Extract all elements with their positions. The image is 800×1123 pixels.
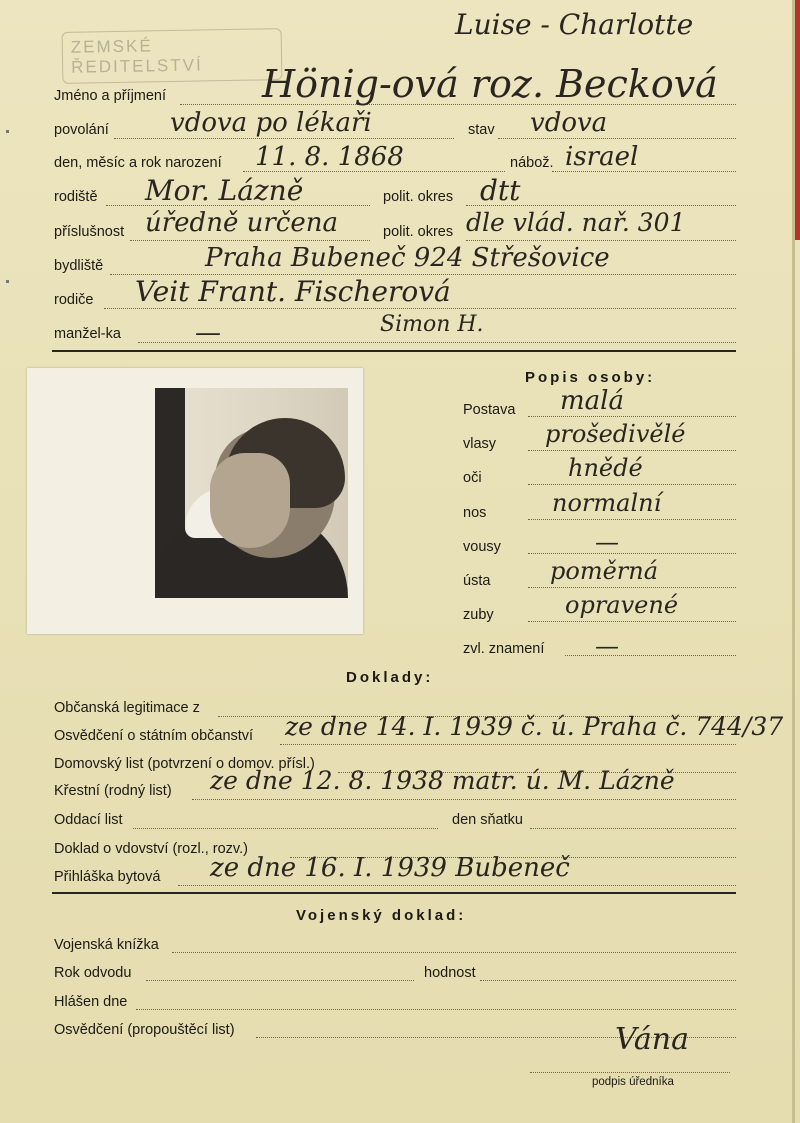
field-value-religion: israel xyxy=(565,142,639,172)
desc-label-beard: vousy xyxy=(463,539,501,555)
field-value-district: dtt xyxy=(480,174,521,207)
field-value-spouse: — xyxy=(195,318,221,348)
field-line xyxy=(146,980,414,981)
doc-value-citizenship: ze dne 14. I. 1939 č. ú. Praha č. 744/37 xyxy=(285,712,784,741)
field-value-residence: Praha Bubeneč 924 Střešovice xyxy=(205,243,610,273)
field-value-birthdate: 11. 8. 1868 xyxy=(255,142,404,172)
doc-value-residence-registration: ze dne 16. I. 1939 Bubeneč xyxy=(210,853,570,883)
description-heading: Popis osoby: xyxy=(525,369,656,386)
field-value-citizenship: úředně určena xyxy=(145,208,338,238)
field-label-name: Jméno a příjmení xyxy=(54,88,167,104)
mil-label-reported: Hlášen dne xyxy=(54,994,128,1010)
field-line xyxy=(133,828,438,829)
mil-label-discharge: Osvědčení (propouštěcí list) xyxy=(54,1022,235,1038)
doc-label-birth-certificate: Křestní (rodný list) xyxy=(54,783,172,799)
desc-value-nose: normalní xyxy=(552,489,662,517)
official-signature: Vána xyxy=(615,1022,690,1057)
desc-value-hair: prošedivělé xyxy=(545,420,686,448)
field-line xyxy=(528,587,736,588)
field-line xyxy=(528,519,736,520)
field-line xyxy=(528,484,736,485)
field-value-parents: Veit Frant. Fischerová xyxy=(135,275,451,308)
doc-label-residence-registration: Přihláška bytová xyxy=(54,869,161,885)
field-line xyxy=(466,240,736,241)
red-edge-strip xyxy=(795,0,800,240)
field-value-status: vdova xyxy=(530,108,608,138)
mil-label-book: Vojenská knížka xyxy=(54,937,159,953)
desc-label-marks: zvl. znamení xyxy=(463,641,545,657)
signature-line xyxy=(530,1072,730,1073)
field-label-citizenship: příslušnost xyxy=(54,224,125,240)
desc-value-teeth: opravené xyxy=(565,591,679,619)
desc-label-teeth: zuby xyxy=(463,607,494,623)
military-heading: Vojenský doklad: xyxy=(296,907,467,924)
field-line xyxy=(136,1009,736,1010)
doc-label-wedding-date: den sňatku xyxy=(452,812,523,828)
field-value-birthplace: Mor. Lázně xyxy=(145,174,304,207)
office-stamp: ZEMSKÉ ŘEDITELSTVÍ xyxy=(62,28,283,84)
field-line xyxy=(528,621,736,622)
photo-face xyxy=(210,453,290,548)
top-handwritten-name: Luise - Charlotte xyxy=(455,8,694,41)
desc-label-nose: nos xyxy=(463,505,487,521)
field-line xyxy=(528,553,736,554)
field-line xyxy=(498,138,736,139)
field-label-status: stav xyxy=(468,122,495,138)
field-line xyxy=(104,308,736,309)
field-line xyxy=(530,828,736,829)
signature-label: podpis úředníka xyxy=(592,1076,674,1088)
field-label-birthplace: rodiště xyxy=(54,189,98,205)
field-line xyxy=(130,240,370,241)
section-divider xyxy=(52,350,736,352)
field-line xyxy=(192,799,736,800)
field-line xyxy=(138,342,736,343)
field-label-spouse: manžel-ka xyxy=(54,326,121,342)
field-label-district: polit. okres xyxy=(383,189,454,205)
binding-hole xyxy=(6,130,9,133)
desc-value-beard: — xyxy=(595,528,619,556)
doc-label-marriage-certificate: Oddací list xyxy=(54,812,123,828)
desc-label-mouth: ústa xyxy=(463,573,491,589)
field-label-parents: rodiče xyxy=(54,292,94,308)
desc-value-marks: — xyxy=(595,632,619,660)
field-label-district-2: polit. okres xyxy=(383,224,454,240)
field-value-spouse-name: Simon H. xyxy=(380,312,484,337)
desc-label-build: Postava xyxy=(463,402,516,418)
field-value-occupation: vdova po lékaři xyxy=(170,108,372,138)
field-line xyxy=(565,655,736,656)
field-line xyxy=(480,980,736,981)
mil-label-year: Rok odvodu xyxy=(54,965,132,981)
mil-label-rank: hodnost xyxy=(424,965,476,981)
field-value-district-2: dle vlád. nař. 301 xyxy=(466,208,686,237)
field-label-occupation: povolání xyxy=(54,122,109,138)
documents-heading: Doklady: xyxy=(346,669,434,686)
doc-label-id: Občanská legitimace z xyxy=(54,700,200,716)
portrait-photo xyxy=(155,388,348,598)
field-line xyxy=(528,450,736,451)
binding-hole xyxy=(6,280,9,283)
desc-value-mouth: poměrná xyxy=(550,557,659,585)
field-label-residence: bydliště xyxy=(54,258,104,274)
desc-label-hair: vlasy xyxy=(463,436,497,452)
field-line xyxy=(280,744,736,745)
field-value-name: Hönig-ová roz. Becková xyxy=(262,62,718,106)
desc-label-eyes: oči xyxy=(463,470,482,486)
doc-label-domicile: Domovský list (potvrzení o domov. přísl.) xyxy=(54,756,315,772)
field-label-birthdate: den, měsíc a rok narození xyxy=(54,155,222,171)
field-line xyxy=(114,138,454,139)
field-line xyxy=(528,416,736,417)
field-label-religion: nábož. xyxy=(510,155,554,171)
doc-label-widowhood: Doklad o vdovství (rozl., rozv.) xyxy=(54,841,248,857)
doc-label-citizenship: Osvědčení o státním občanství xyxy=(54,728,254,744)
page-edge xyxy=(792,0,795,1123)
field-line xyxy=(178,885,736,886)
section-divider xyxy=(52,892,736,894)
desc-value-eyes: hnědé xyxy=(568,454,643,482)
doc-value-birth-certificate: ze dne 12. 8. 1938 matr. ú. M. Lázně xyxy=(210,766,675,795)
field-line xyxy=(172,952,736,953)
desc-value-build: malá xyxy=(560,386,624,416)
